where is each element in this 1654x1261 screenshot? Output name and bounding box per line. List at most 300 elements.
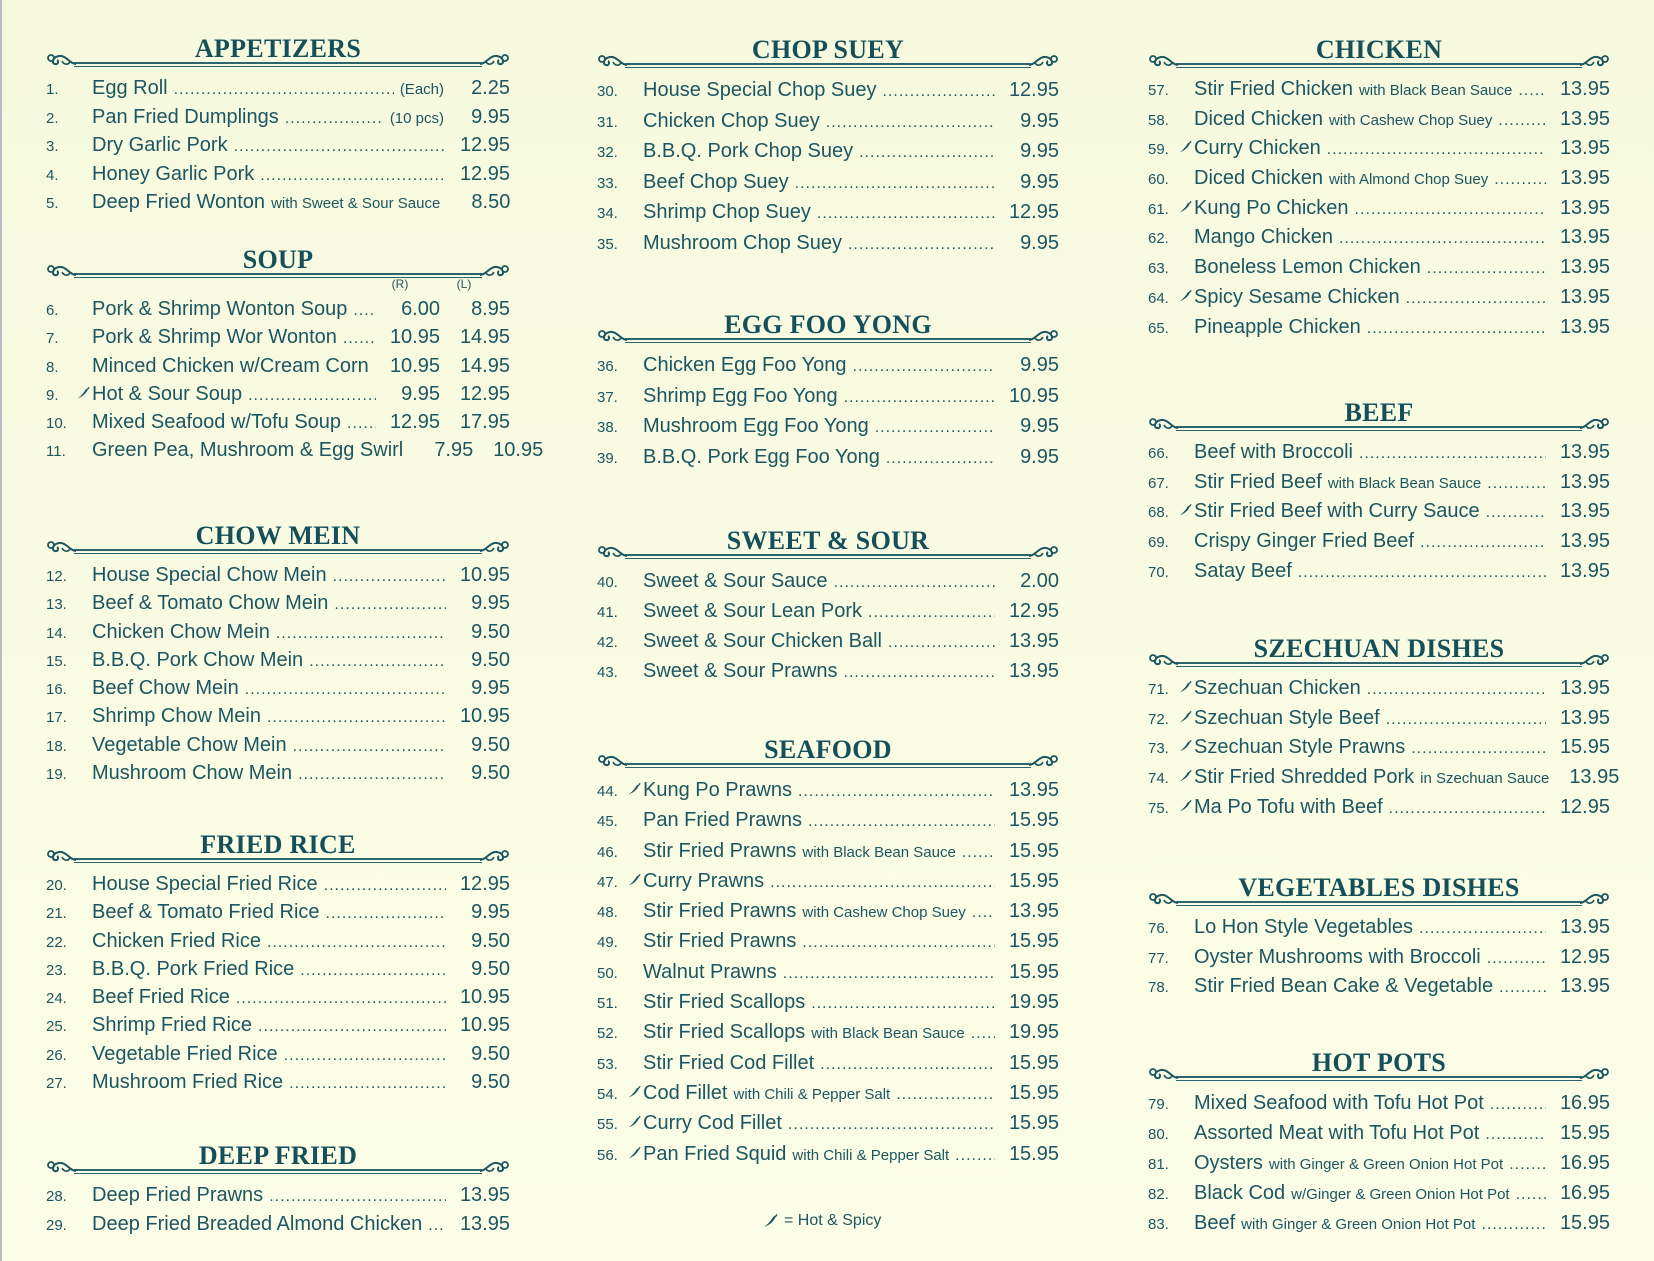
- item-number: 35.: [597, 235, 618, 253]
- item-number: 64.: [1148, 289, 1169, 307]
- dot-leader: [859, 138, 995, 169]
- section-egg-foo-yong: [597, 310, 1059, 472]
- item-number: 29.: [46, 1216, 67, 1234]
- dot-leader: [1509, 1150, 1546, 1180]
- item-name: B.B.Q. Pork Chow Mein: [92, 648, 304, 671]
- menu-item: [46, 295, 510, 323]
- item-price: 9.50: [471, 1042, 510, 1065]
- item-number: 22.: [46, 933, 67, 951]
- section-chop-suey: [597, 35, 1059, 258]
- item-price-regular: 10.95: [389, 354, 440, 377]
- item-name: Crispy Ginger Fried Beef: [1194, 530, 1415, 553]
- item-price-large: 17.95: [459, 411, 510, 434]
- dot-leader: [1367, 675, 1546, 705]
- menu-item: [597, 442, 1059, 473]
- item-number: 81.: [1148, 1156, 1169, 1173]
- item-name: Walnut Prawns: [643, 960, 777, 983]
- item-name: Stir Fried Prawns: [643, 900, 797, 923]
- dot-leader: [955, 1141, 995, 1171]
- dot-leader: [1359, 439, 1546, 469]
- menu-item: [597, 775, 1059, 805]
- dot-leader: [260, 162, 446, 191]
- item-number: 9.: [46, 386, 59, 404]
- section-hot-pots: [1148, 1048, 1610, 1238]
- item-number: 32.: [597, 144, 618, 161]
- item-name: Satay Beef: [1194, 559, 1292, 582]
- menu-item: [1148, 674, 1610, 704]
- item-number: 74.: [1148, 770, 1169, 788]
- item-price: 15.95: [1008, 1081, 1059, 1104]
- item-price: 15.95: [1559, 736, 1610, 759]
- item-number: 53.: [597, 1055, 618, 1073]
- item-number: 77.: [1148, 949, 1169, 967]
- item-price-large: 8.95: [471, 298, 510, 320]
- item-number: 70.: [1148, 563, 1169, 581]
- menu-item: [46, 74, 510, 103]
- item-number: 17.: [46, 709, 67, 727]
- dot-leader: [834, 568, 995, 598]
- section-vegetables: [1148, 873, 1610, 1002]
- item-number: 79.: [1148, 1096, 1169, 1113]
- item-price: 16.95: [1559, 1152, 1610, 1174]
- item-price: 9.95: [1020, 231, 1059, 254]
- menu-item: [597, 596, 1059, 626]
- dot-leader: [826, 108, 995, 139]
- dot-leader: [343, 325, 376, 353]
- dot-leader: [267, 704, 446, 732]
- item-price-large: 12.95: [459, 382, 510, 405]
- item-name: Pan Fried Dumplings: [92, 105, 279, 128]
- dot-leader: [972, 898, 995, 928]
- item-name: Stir Fried Prawns: [643, 839, 797, 862]
- dot-leader: [1327, 135, 1546, 165]
- item-price: 13.95: [1559, 226, 1610, 249]
- item-price: 13.95: [1559, 559, 1610, 582]
- item-name: Honey Garlic Pork: [92, 162, 255, 185]
- item-price: 13.95: [1559, 137, 1610, 160]
- dot-leader: [817, 199, 995, 230]
- dot-leader: [1487, 469, 1546, 499]
- item-name: Sweet & Sour Prawns: [643, 660, 838, 682]
- section-szechuan: [1148, 634, 1620, 822]
- item-name: Vegetable Chow Mein: [92, 733, 287, 756]
- item-number: 59.: [1148, 141, 1169, 159]
- menu-item: [1148, 943, 1610, 973]
- item-price: 15.95: [1008, 839, 1059, 862]
- spicy-legend-text: = Hot & Spicy: [784, 1212, 882, 1229]
- dot-leader: [798, 777, 995, 807]
- menu-item: [46, 408, 510, 436]
- section-title: CHICKEN: [1315, 35, 1443, 64]
- item-number: 66.: [1148, 445, 1169, 462]
- dot-leader: [962, 838, 995, 868]
- dot-leader: [1420, 528, 1546, 558]
- chili-pepper-icon: [1178, 140, 1194, 154]
- size-labels: [46, 279, 510, 295]
- item-price: 12.95: [1008, 79, 1059, 101]
- item-note: with Black Bean Sauce: [1358, 82, 1513, 99]
- item-number: 42.: [597, 634, 618, 651]
- dot-leader: [853, 352, 996, 383]
- dot-leader: [248, 382, 376, 410]
- item-price: 2.25: [471, 77, 510, 99]
- item-name: Sweet & Sour Sauce: [643, 570, 828, 592]
- item-name: House Special Chop Suey: [643, 79, 877, 101]
- item-note: with Chili & Pepper Salt: [733, 1085, 891, 1103]
- item-name: Spicy Sesame Chicken: [1194, 285, 1400, 308]
- menu-item: [1148, 134, 1610, 164]
- item-name: Shrimp Fried Rice: [92, 1014, 253, 1037]
- dot-leader: [1490, 1090, 1546, 1120]
- dot-leader: [1486, 498, 1546, 528]
- item-number: 3.: [46, 138, 59, 155]
- dot-leader: [1406, 284, 1546, 314]
- item-name: Deep Fried Wonton: [92, 191, 266, 213]
- dot-leader: [326, 900, 446, 928]
- item-number: 30.: [597, 83, 618, 100]
- item-name: Curry Chicken: [1194, 137, 1321, 160]
- dot-leader: [971, 1019, 995, 1049]
- menu-item: [1148, 105, 1610, 135]
- item-price: 13.95: [1559, 677, 1610, 699]
- section-header: [597, 526, 1059, 560]
- item-price: 13.95: [1569, 766, 1620, 789]
- item-price: 15.95: [1559, 1212, 1610, 1234]
- menu-item: [597, 106, 1059, 137]
- item-note: with Almond Chop Suey: [1328, 171, 1489, 189]
- chili-pepper-icon: [1178, 680, 1194, 694]
- item-price: 13.95: [1559, 706, 1610, 729]
- item-name: Curry Prawns: [643, 869, 765, 892]
- item-note: with Chili & Pepper Salt: [792, 1146, 950, 1164]
- item-name: Sweet & Sour Chicken Ball: [643, 630, 883, 652]
- item-name: Stir Fried Prawns: [643, 930, 797, 953]
- item-price: 19.95: [1008, 991, 1059, 1014]
- item-price: 13.95: [1559, 470, 1610, 493]
- item-price-large: 14.95: [459, 326, 510, 349]
- item-note: with Cashew Chop Suey: [802, 904, 966, 922]
- item-name: Shrimp Egg Foo Yong: [643, 384, 838, 407]
- item-price: 13.95: [1559, 107, 1610, 130]
- section-header: [597, 35, 1059, 69]
- item-name: Chicken Chop Suey: [643, 109, 820, 132]
- item-name: Szechuan Style Prawns: [1194, 736, 1406, 759]
- chili-pepper-icon: [1178, 799, 1194, 813]
- item-price: 13.95: [1559, 167, 1610, 190]
- item-number: 8.: [46, 358, 59, 376]
- size-large-label: (L): [456, 277, 472, 291]
- item-note: with Ginger & Green Onion Hot Pot: [1241, 1216, 1476, 1233]
- item-name: Oysters: [1194, 1152, 1263, 1174]
- item-number: 28.: [46, 1188, 67, 1205]
- section-header: [46, 245, 510, 279]
- dot-leader: [245, 676, 446, 704]
- item-name: Kung Po Prawns: [643, 779, 792, 801]
- item-name: Stir Fried Scallops: [643, 1021, 806, 1044]
- item-name: Beef with Broccoli: [1194, 441, 1353, 463]
- item-name: Mushroom Fried Rice: [92, 1071, 284, 1094]
- item-name: Stir Fried Scallops: [643, 991, 806, 1014]
- item-number: 78.: [1148, 979, 1169, 997]
- item-number: 56.: [597, 1146, 618, 1164]
- section-title: SZECHUAN DISHES: [1253, 634, 1505, 663]
- item-price: 13.95: [1559, 285, 1610, 308]
- dot-leader: [298, 761, 446, 789]
- dot-leader: [1419, 914, 1546, 944]
- dot-leader: [1339, 224, 1546, 254]
- dot-leader: [269, 1183, 446, 1212]
- item-name: Shrimp Chow Mein: [92, 705, 261, 728]
- menu-item: [597, 805, 1059, 835]
- item-name: Stir Fried Bean Cake & Vegetable: [1194, 975, 1494, 998]
- section-beef: [1148, 398, 1610, 586]
- item-name: Pork & Shrimp Wor Wonton: [92, 326, 337, 349]
- item-price: 15.95: [1008, 1142, 1059, 1165]
- item-price: 10.95: [459, 1014, 510, 1037]
- menu-item: [597, 866, 1059, 896]
- item-price: 15.95: [1008, 1112, 1059, 1135]
- item-price: 13.95: [1559, 975, 1610, 998]
- chili-pepper-icon: [627, 1085, 643, 1099]
- item-price: 9.50: [471, 1071, 510, 1094]
- dot-leader: [811, 989, 995, 1019]
- item-name: Chicken Fried Rice: [92, 929, 261, 952]
- item-name: Stir Fried Shredded Pork: [1194, 766, 1415, 789]
- menu-item: [597, 228, 1059, 259]
- dot-leader: [236, 985, 446, 1013]
- chili-pepper-icon: [1178, 769, 1194, 783]
- item-number: 11.: [46, 443, 66, 461]
- menu-item: [597, 167, 1059, 198]
- section-header: [1148, 398, 1610, 432]
- menu-item: [1148, 164, 1610, 194]
- section-title: SWEET & SOUR: [726, 526, 930, 555]
- menu-item: [597, 381, 1059, 412]
- item-price: 13.95: [1559, 441, 1610, 463]
- item-portion: (Each): [399, 81, 444, 98]
- menu-item: [597, 1078, 1059, 1108]
- item-name: Minced Chicken w/Cream Corn: [92, 354, 369, 377]
- menu-item: [1148, 1208, 1610, 1238]
- menu-item: [46, 1040, 510, 1068]
- dot-leader: [1516, 1180, 1546, 1210]
- item-note: in Szechuan Sauce: [1420, 770, 1550, 788]
- item-price: 9.50: [471, 957, 510, 980]
- item-price-large: 14.95: [459, 354, 510, 377]
- menu-item: [1148, 1118, 1610, 1148]
- menu-item: [46, 955, 510, 983]
- item-price: 10.95: [459, 564, 510, 586]
- item-price: 15.95: [1008, 1051, 1059, 1074]
- item-number: 18.: [46, 737, 67, 755]
- item-price: 15.95: [1008, 809, 1059, 832]
- dot-leader: [844, 383, 995, 414]
- menu-item: [597, 350, 1059, 381]
- item-price: 16.95: [1559, 1182, 1610, 1204]
- menu-item: [46, 323, 510, 351]
- item-number: 13.: [46, 596, 67, 614]
- item-number: 47.: [597, 873, 618, 891]
- item-number: 73.: [1148, 740, 1169, 758]
- item-name: Dry Garlic Pork: [92, 134, 228, 156]
- dot-leader: [882, 77, 995, 108]
- section-header: [1148, 35, 1610, 69]
- chili-pepper-icon: [1178, 289, 1194, 303]
- section-header: [597, 735, 1059, 769]
- dot-leader: [300, 957, 446, 985]
- section-header: [46, 830, 510, 864]
- dot-leader: [1499, 973, 1546, 1003]
- item-number: 20.: [46, 877, 67, 894]
- menu-item: [1148, 283, 1610, 313]
- item-name: Green Pea, Mushroom & Egg Swirl: [92, 439, 404, 462]
- menu-item: [46, 380, 510, 408]
- menu-item: [1148, 527, 1610, 557]
- item-price-regular: 10.95: [389, 326, 440, 349]
- chili-pepper-icon: [627, 873, 643, 887]
- chili-pepper-icon: [1178, 710, 1194, 724]
- item-name: Beef Fried Rice: [92, 986, 230, 1009]
- item-number: 2.: [46, 109, 59, 127]
- dot-leader: [309, 648, 446, 676]
- menu-item: [46, 1068, 510, 1096]
- item-name: Chicken Chow Mein: [92, 620, 270, 643]
- item-price-regular: 7.95: [434, 439, 474, 462]
- item-price: 9.50: [471, 620, 510, 643]
- section-soup: [46, 245, 544, 465]
- section-title: EGG FOO YONG: [724, 310, 932, 339]
- menu-item: [1148, 1148, 1610, 1178]
- item-number: 24.: [46, 990, 67, 1008]
- dot-leader: [293, 733, 446, 761]
- menu-item: [597, 896, 1059, 926]
- item-price: 9.95: [471, 105, 510, 128]
- item-name: Diced Chicken: [1194, 167, 1323, 190]
- item-price: 13.95: [1559, 530, 1610, 553]
- item-name: Stir Fried Chicken: [1194, 78, 1353, 100]
- dot-leader: [1367, 314, 1546, 344]
- dot-leader: [1427, 254, 1546, 284]
- item-name: Lo Hon Style Vegetables: [1194, 916, 1414, 938]
- menu-item: [597, 411, 1059, 442]
- dot-leader: [1487, 944, 1546, 974]
- dot-leader: [896, 1080, 995, 1110]
- menu-item: [1148, 704, 1610, 734]
- dot-leader: [888, 628, 995, 658]
- item-price: 13.95: [1559, 256, 1610, 279]
- chili-pepper-icon: [762, 1213, 778, 1229]
- menu-item: [1148, 793, 1610, 823]
- menu-item: [597, 626, 1059, 656]
- item-price-regular: 12.95: [389, 411, 440, 434]
- item-number: 36.: [597, 358, 618, 375]
- chili-pepper-icon: [627, 1115, 643, 1129]
- item-price: 9.95: [1020, 109, 1059, 132]
- menu-item: [46, 983, 510, 1011]
- item-name: B.B.Q. Pork Chop Suey: [643, 140, 854, 162]
- item-note: with Black Bean Sauce: [802, 843, 956, 861]
- dot-leader: [234, 133, 446, 162]
- item-number: 16.: [46, 681, 67, 699]
- menu-item: [46, 702, 510, 730]
- item-name: Mushroom Egg Foo Yong: [643, 415, 869, 437]
- item-number: 34.: [597, 205, 618, 222]
- menu-item: [597, 197, 1059, 228]
- item-number: 1.: [46, 81, 59, 98]
- menu-item: [597, 1048, 1059, 1078]
- dot-leader: [375, 354, 376, 382]
- item-price: 12.95: [459, 134, 510, 156]
- item-name: Stir Fried Beef: [1194, 470, 1322, 493]
- menu-item: [597, 656, 1059, 686]
- item-number: 62.: [1148, 230, 1169, 248]
- item-name: Boneless Lemon Chicken: [1194, 256, 1421, 279]
- menu-item: [1148, 223, 1610, 253]
- menu-item: [597, 136, 1059, 167]
- item-price: 12.95: [1559, 945, 1610, 968]
- item-price: 13.95: [1008, 779, 1059, 801]
- menu-item: [1148, 1088, 1610, 1118]
- chili-pepper-icon: [1178, 200, 1194, 214]
- item-price: 13.95: [1559, 196, 1610, 219]
- item-number: 52.: [597, 1025, 618, 1043]
- item-name: Assorted Meat with Tofu Hot Pot: [1194, 1122, 1480, 1144]
- dot-leader: [347, 410, 376, 438]
- section-title: CHOW MEIN: [195, 521, 361, 550]
- dot-leader: [289, 1070, 446, 1098]
- item-price: 9.95: [471, 901, 510, 924]
- dot-leader: [324, 872, 446, 900]
- dot-leader: [284, 1042, 446, 1070]
- item-price: 12.95: [1008, 600, 1059, 622]
- item-name: Shrimp Chop Suey: [643, 201, 811, 223]
- item-price: 13.95: [1008, 900, 1059, 923]
- menu-item: [1148, 1178, 1610, 1208]
- menu-item: [46, 436, 544, 464]
- menu-item: [46, 1181, 510, 1210]
- item-price: 9.50: [471, 762, 510, 785]
- item-price: 15.95: [1008, 930, 1059, 953]
- menu-item: [1148, 557, 1610, 587]
- item-price: 15.95: [1008, 869, 1059, 892]
- item-number: 55.: [597, 1116, 618, 1134]
- menu-item: [1148, 913, 1610, 943]
- dot-leader: [770, 868, 995, 898]
- dot-leader: [267, 929, 446, 957]
- item-number: 12.: [46, 568, 67, 585]
- section-title: CHOP SUEY: [751, 35, 905, 64]
- item-name: Mixed Seafood with Tofu Hot Pot: [1194, 1092, 1484, 1114]
- item-name: B.B.Q. Pork Egg Foo Yong: [643, 445, 880, 468]
- item-name: Pan Fried Squid: [643, 1142, 787, 1165]
- item-price: 12.95: [459, 873, 510, 895]
- item-name: Stir Fried Cod Fillet: [643, 1051, 815, 1074]
- item-price-regular: 6.00: [401, 298, 440, 320]
- menu-item: [1148, 438, 1610, 468]
- item-name: Curry Cod Fillet: [643, 1112, 782, 1135]
- menu-item: [1148, 194, 1610, 224]
- section-title: BEEF: [1344, 398, 1414, 427]
- item-number: 54.: [597, 1085, 618, 1103]
- item-name: Ma Po Tofu with Beef: [1194, 795, 1383, 818]
- item-price: 15.95: [1559, 1122, 1610, 1144]
- item-number: 25.: [46, 1018, 67, 1036]
- item-number: 26.: [46, 1046, 67, 1064]
- item-price: 19.95: [1008, 1021, 1059, 1044]
- item-note: with Sweet & Sour Sauce: [271, 195, 441, 212]
- menu-item: [46, 870, 510, 898]
- dot-leader: [1411, 734, 1546, 764]
